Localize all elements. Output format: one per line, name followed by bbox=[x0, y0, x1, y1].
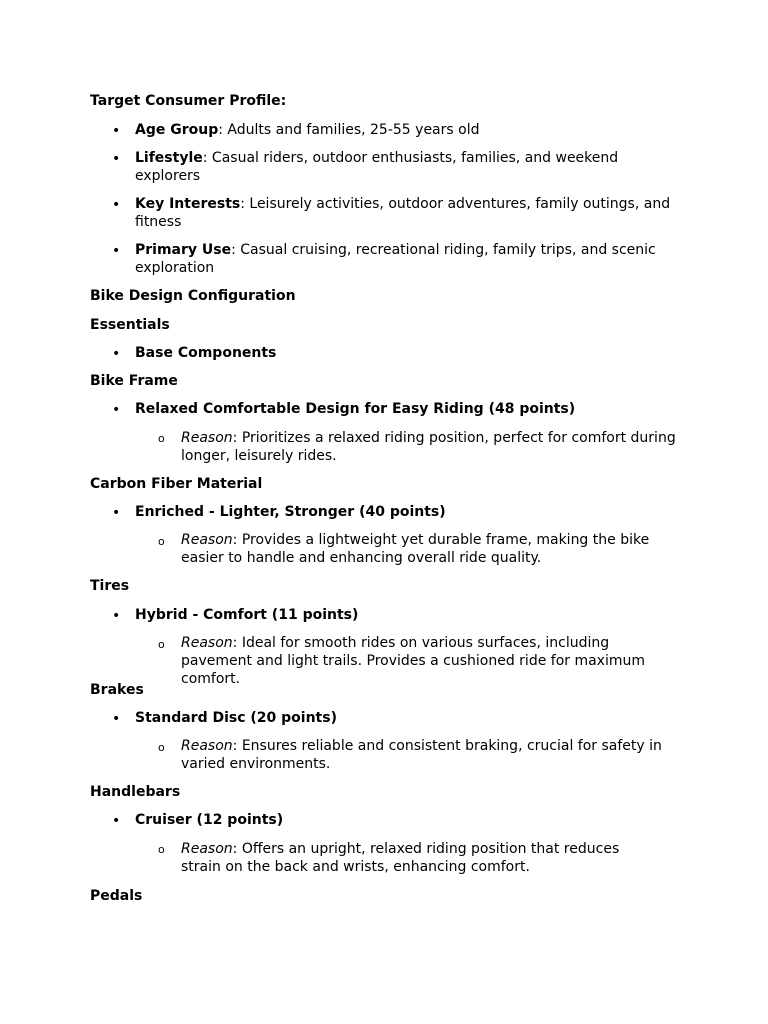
sub-bullet-icon: o bbox=[158, 843, 165, 856]
sub-bullet-icon: o bbox=[158, 432, 165, 445]
profile-item-text: : Leisurely activities, outdoor adventures, family outings, and fitness bbox=[135, 196, 671, 230]
bullet-icon: • bbox=[112, 505, 121, 521]
sub-bullet-icon: o bbox=[158, 535, 165, 548]
profile-heading: Target Consumer Profile: bbox=[90, 93, 287, 109]
reason-text: : Offers an upright, relaxed riding position that reduces strain on the back and wrists, enhancing comfort. bbox=[181, 841, 620, 875]
reason-label: Reason bbox=[181, 738, 233, 754]
reason-label: Reason bbox=[181, 635, 233, 651]
profile-item-label: Primary Use bbox=[135, 242, 232, 258]
profile-item-text: : Casual cruising, recreational riding, family trips, and scenic exploration bbox=[135, 242, 656, 276]
config-heading: Bike Design Configuration bbox=[90, 288, 296, 304]
reason-text: : Prioritizes a relaxed riding position, perfect for comfort during longer, leisurely rides. bbox=[181, 430, 676, 464]
profile-item-key-interests bbox=[135, 195, 675, 231]
bullet-icon: • bbox=[112, 151, 121, 167]
bullet-icon: • bbox=[112, 123, 121, 139]
profile-item-text: : Adults and families, 25-55 years old bbox=[218, 122, 480, 138]
profile-item-age-group bbox=[135, 121, 695, 139]
section-heading-brakes: Brakes bbox=[90, 682, 144, 698]
section-option: Cruiser (12 points) bbox=[135, 812, 284, 828]
reason-label: Reason bbox=[181, 430, 233, 446]
section-reason bbox=[181, 429, 676, 465]
profile-item-text: : Casual riders, outdoor enthusiasts, families, and weekend explorers bbox=[135, 150, 619, 184]
bullet-icon: • bbox=[112, 711, 121, 727]
section-heading-bike-frame: Bike Frame bbox=[90, 373, 178, 389]
profile-item-label: Lifestyle bbox=[135, 150, 203, 166]
section-heading-pedals: Pedals bbox=[90, 888, 143, 904]
section-reason bbox=[181, 737, 663, 773]
section-option: Standard Disc (20 points) bbox=[135, 710, 337, 726]
profile-item-lifestyle bbox=[135, 149, 625, 185]
section-option: Relaxed Comfortable Design for Easy Riding (48 points) bbox=[135, 401, 576, 417]
essentials-heading: Essentials bbox=[90, 317, 170, 333]
reason-text: : Ideal for smooth rides on various surfaces, including pavement and light trails. Provides a cushioned ride for maximum comfort. bbox=[181, 635, 646, 687]
sub-bullet-icon: o bbox=[158, 741, 165, 754]
reason-label: Reason bbox=[181, 532, 233, 548]
section-reason bbox=[181, 634, 683, 688]
profile-item-label: Key Interests bbox=[135, 196, 241, 212]
section-heading-carbon-fiber: Carbon Fiber Material bbox=[90, 476, 263, 492]
section-reason bbox=[181, 840, 663, 876]
section-heading-handlebars: Handlebars bbox=[90, 784, 181, 800]
reason-text: : Ensures reliable and consistent braking, crucial for safety in varied environments. bbox=[181, 738, 662, 772]
section-heading-tires: Tires bbox=[90, 578, 130, 594]
bullet-icon: • bbox=[112, 608, 121, 624]
bullet-icon: • bbox=[112, 197, 121, 213]
reason-label: Reason bbox=[181, 841, 233, 857]
bullet-icon: • bbox=[112, 346, 121, 362]
sub-bullet-icon: o bbox=[158, 638, 165, 651]
bullet-icon: • bbox=[112, 243, 121, 259]
profile-item-primary-use bbox=[135, 241, 665, 277]
profile-item-label: Age Group bbox=[135, 122, 219, 138]
section-option: Hybrid - Comfort (11 points) bbox=[135, 607, 359, 623]
section-option: Enriched - Lighter, Stronger (40 points) bbox=[135, 504, 446, 520]
reason-text: : Provides a lightweight yet durable frame, making the bike easier to handle and enhancing overall ride quality. bbox=[181, 532, 650, 566]
essentials-item: Base Components bbox=[135, 345, 277, 361]
section-reason bbox=[181, 531, 651, 567]
bullet-icon: • bbox=[112, 813, 121, 829]
bullet-icon: • bbox=[112, 402, 121, 418]
